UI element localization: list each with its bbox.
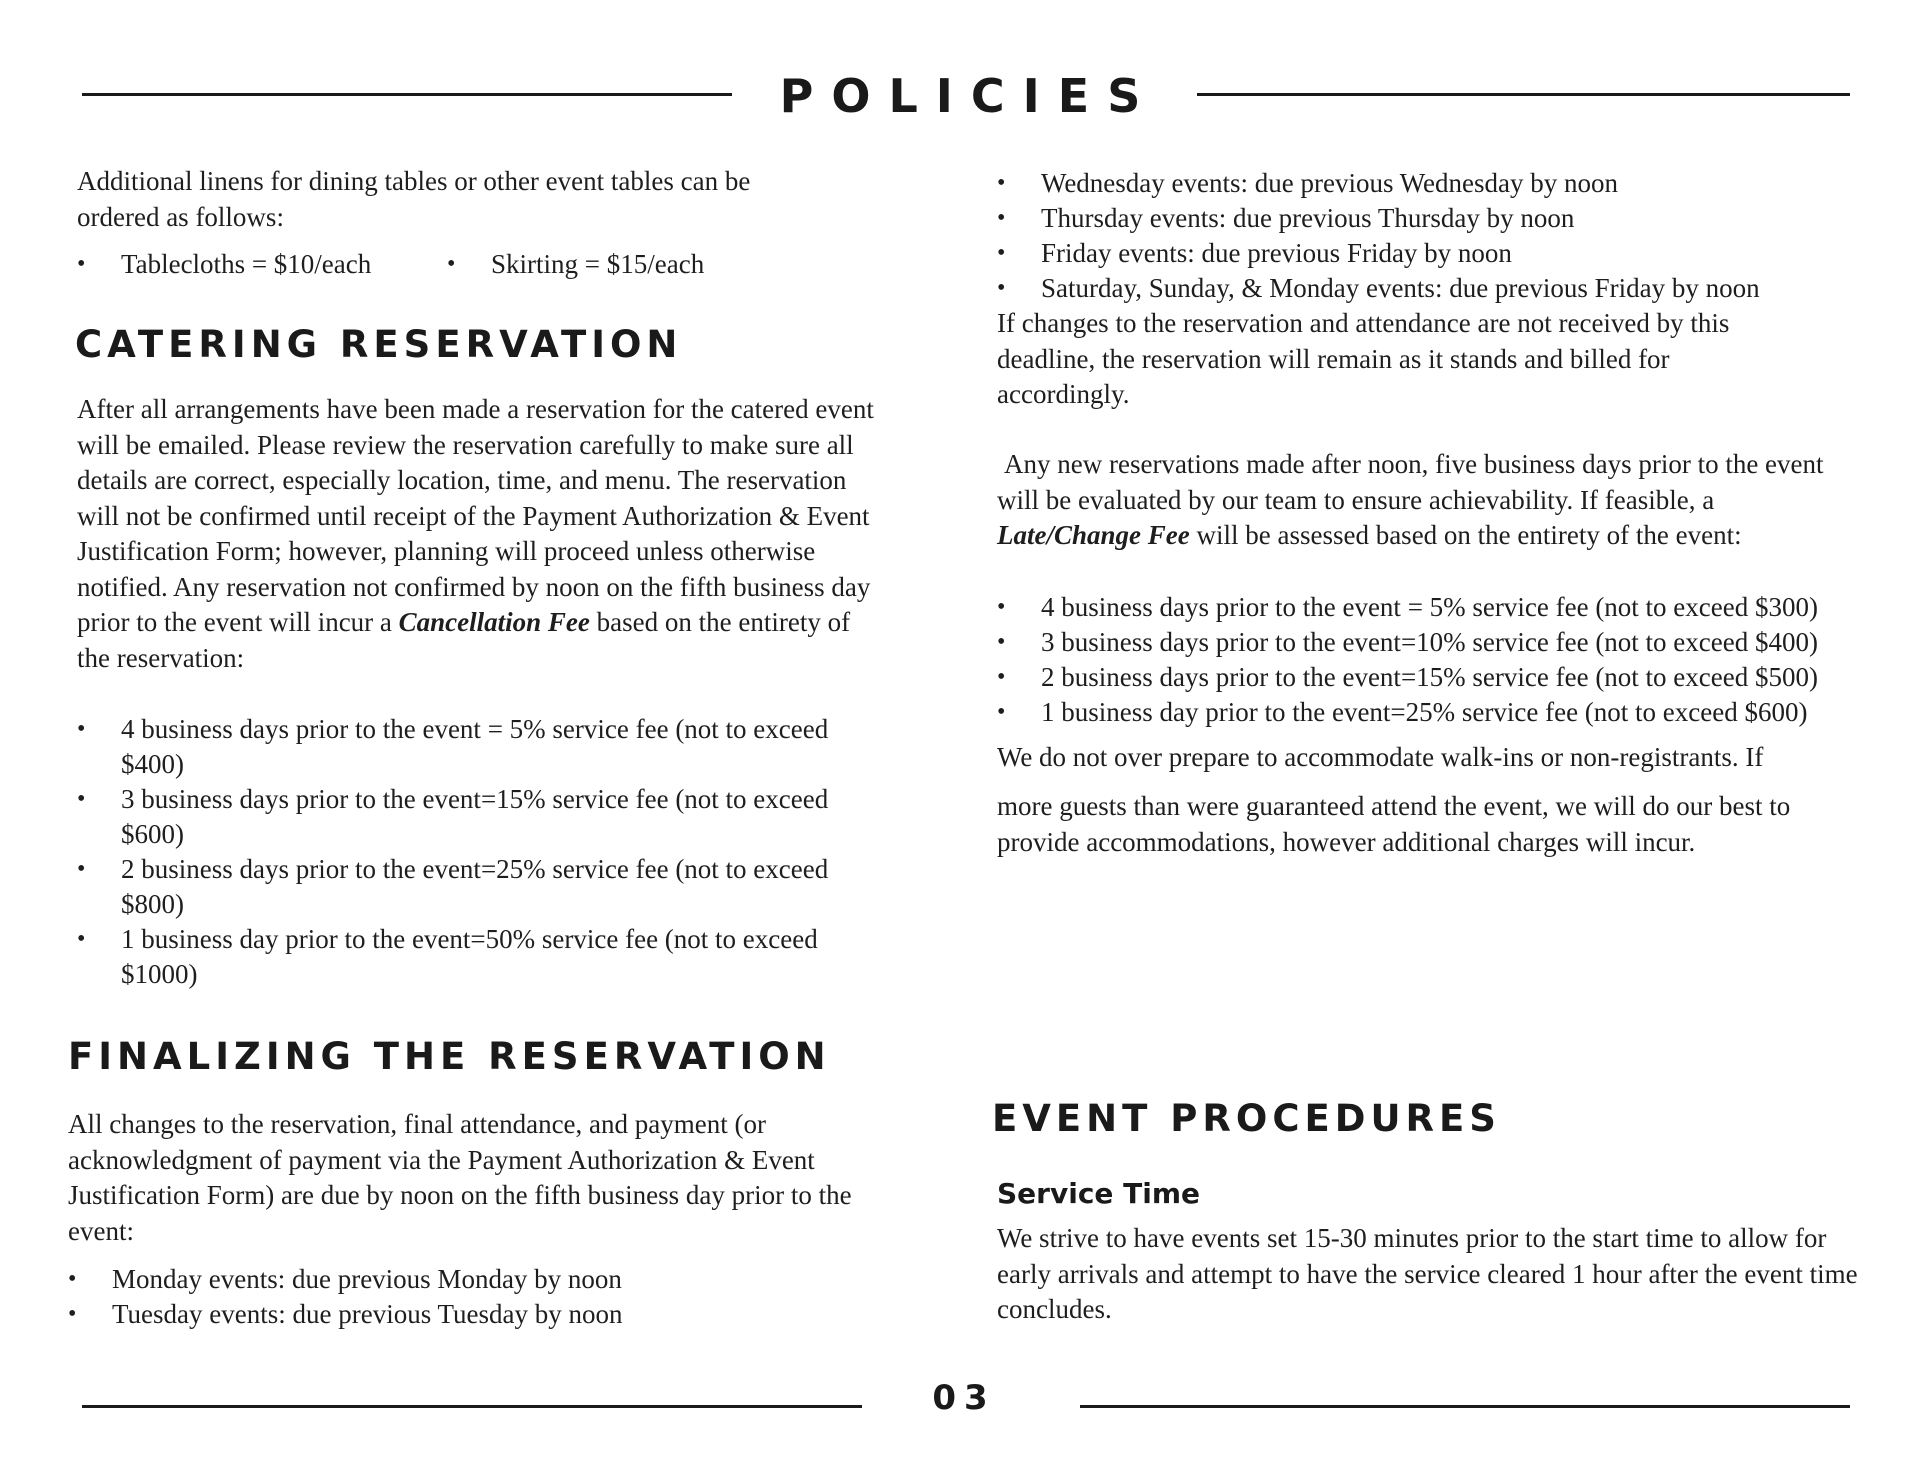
finalizing-heading: FINALIZING THE RESERVATION	[68, 1035, 831, 1078]
event-procedures-heading: EVENT PROCEDURES	[992, 1097, 1501, 1140]
finalizing-body	[68, 1107, 898, 1332]
page-title: POLICIES	[779, 69, 1159, 123]
late-change-paragraph-end: will be assessed based on the entirety of the event:	[1196, 520, 1742, 550]
deadline-note: If changes to the reservation and attendance are not received by this deadline, the reservation will remain as it stands and billed for accordingly.	[997, 308, 1730, 409]
cancellation-fee-term: Cancellation Fee	[398, 607, 590, 637]
list-item: • 3 business days prior to the event=15% service fee (not to exceed $600)	[77, 782, 897, 852]
list-item: • 3 business days prior to the event=10% service fee (not to exceed $400)	[997, 625, 1827, 660]
catering-paragraph-text: After all arrangements have been made a reservation for the catered event will be emailed. Please review the reservation carefully to make sure all details are correct, especially location, time, and menu. The reservation will not be confirmed until receipt of the Payment Authorization & Event Justification Form; however, planning will proceed unless otherwise notified. Any reservation not confirmed by noon on the fifth business day prior to the event will incur a	[77, 394, 874, 637]
catering-paragraph	[77, 392, 889, 676]
list-item: • 2 business days prior to the event=25% service fee (not to exceed $800)	[77, 852, 897, 922]
deadlines-list-right	[997, 166, 1867, 306]
catering-reservation-body	[77, 392, 889, 992]
footer-rule-right	[1080, 1405, 1850, 1408]
late-change-paragraph	[997, 447, 1857, 554]
header-rule-right	[1197, 93, 1850, 96]
walk-ins-paragraph: more guests than were guaranteed attend the event, we will do our best to provide accommodations, however additional charges will incur.	[997, 791, 1791, 857]
service-time-paragraph: We strive to have events set 15-30 minutes prior to the start time to allow for early arrivals and attempt to have the service cleared 1 hour after the event time concludes.	[997, 1223, 1858, 1324]
list-item: • 4 business days prior to the event = 5% service fee (not to exceed $300)	[997, 590, 1827, 625]
list-item: • 2 business days prior to the event=15% service fee (not to exceed $500)	[997, 660, 1827, 695]
late-change-section	[997, 447, 1857, 860]
finalizing-continued	[997, 166, 1867, 413]
list-item: • 1 business day prior to the event=25% service fee (not to exceed $600)	[997, 695, 1827, 730]
page-number: 03	[932, 1378, 996, 1418]
late-change-fee-term: Late/Change Fee	[997, 520, 1190, 550]
service-time-subheading: Service Time	[997, 1177, 1201, 1210]
catering-reservation-heading: CATERING RESERVATION	[75, 323, 683, 366]
linens-intro: Additional linens for dining tables or other event tables can be ordered as follows:	[77, 166, 751, 232]
late-change-fee-list	[997, 590, 1827, 730]
linens-section	[77, 164, 837, 282]
list-item: • 4 business days prior to the event = 5% service fee (not to exceed $400)	[77, 712, 897, 782]
late-change-paragraph-text: Any new reservations made after noon, five business days prior to the event will be evaluated by our team to ensure achievability. If feasible, a	[997, 449, 1824, 515]
list-item: • Tuesday events: due previous Tuesday by noon	[68, 1297, 898, 1332]
list-item: • 1 business day prior to the event=50% service fee (not to exceed $1000)	[77, 922, 897, 992]
linens-item: • Skirting = $15/each	[447, 247, 704, 282]
cancellation-fee-list	[77, 712, 897, 992]
list-item: • Friday events: due previous Friday by noon	[997, 236, 1867, 271]
finalizing-paragraph: All changes to the reservation, final attendance, and payment (or acknowledgment of payment via the Payment Authorization & Event Justification Form) are due by noon on the fifth business day prior to the event:	[68, 1109, 852, 1246]
list-item: • Monday events: due previous Monday by noon	[68, 1262, 898, 1297]
linens-item: • Tablecloths = $10/each	[77, 247, 447, 282]
catering-paragraph-end: based on the entirety of the reservation:	[77, 607, 851, 673]
linens-list	[77, 247, 837, 282]
walk-ins-line-1: We do not over prepare to accommodate walk-ins or non-registrants. If	[997, 741, 1764, 772]
deadlines-list-left	[68, 1262, 898, 1332]
list-item: • Thursday events: due previous Thursday by noon	[997, 201, 1867, 236]
list-item: • Saturday, Sunday, & Monday events: due previous Friday by noon	[997, 271, 1867, 306]
list-item: • Wednesday events: due previous Wednesday by noon	[997, 166, 1867, 201]
